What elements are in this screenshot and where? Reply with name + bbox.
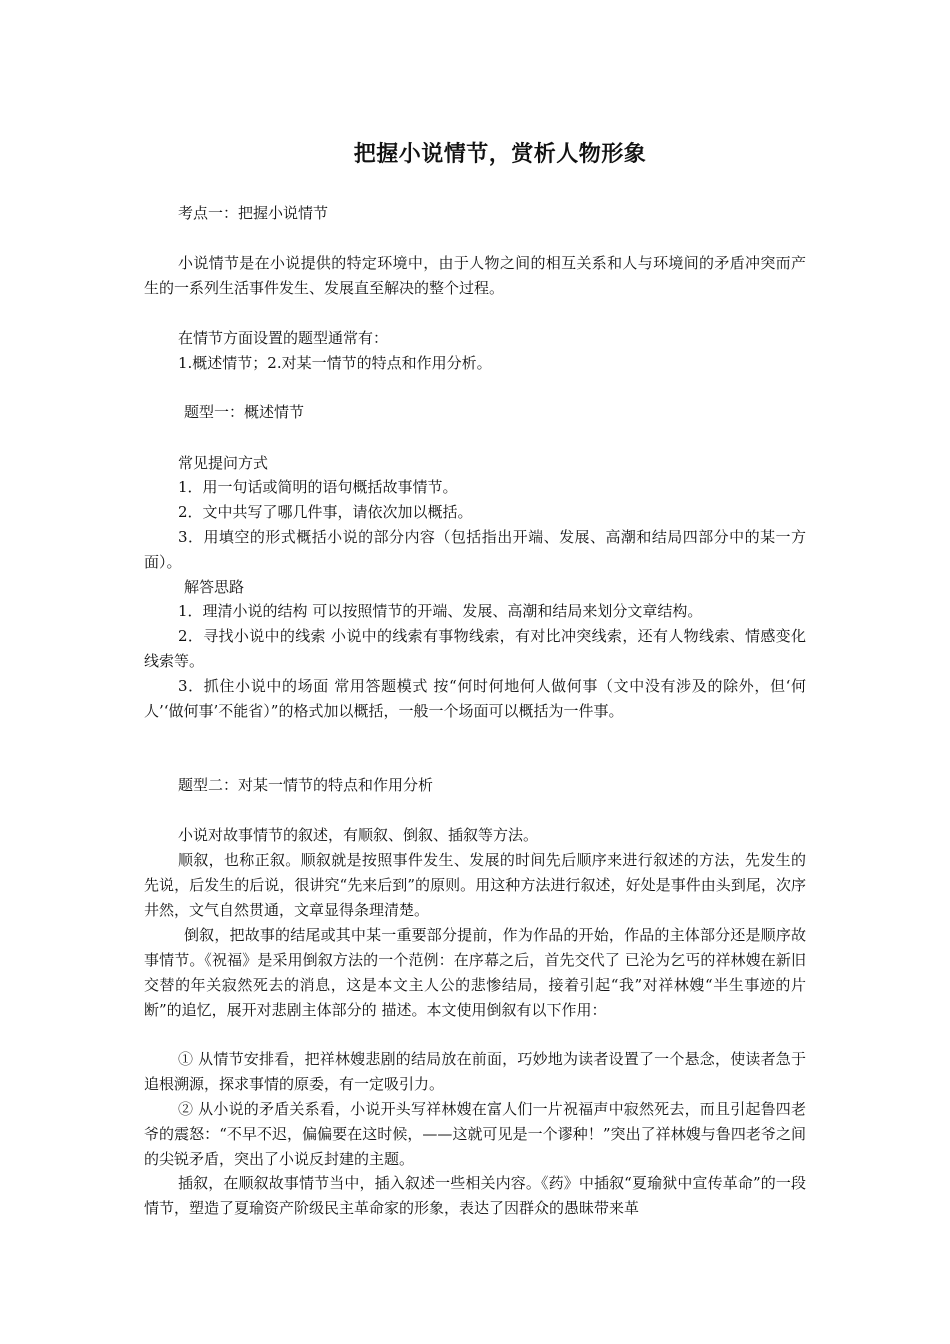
paragraph-chronological-narration: 顺叙，也称正叙。顺叙就是按照事件发生、发展的时间先后顺序来进行叙述的方法，先发生的先说，后发生的后说，很讲究“先来后到”的原则。用这种方法进行叙述，好处是事件由头到尾，次序井然，文气自然贯通，文章显得条理清楚。	[144, 851, 806, 919]
paragraph-question-types-list: 1.概述情节；2.对某一情节的特点和作用分析。	[178, 354, 492, 372]
paragraph-flashback-effect-1: ① 从情节安排看，把祥林嫂悲剧的结局放在前面，巧妙地为读者设置了一个悬念，使读者急于追根溯源，探求事情的原委，有一定吸引力。	[144, 1050, 806, 1093]
paragraph-flashback-narration: 倒叙，把故事的结尾或其中某一重要部分提前，作为作品的开始，作品的主体部分还是顺序故事情节。《祝福》是采用倒叙方法的一个范例：在序幕之后，首先交代了 已沦为乞丐的祥林嫂在新旧交替的年关寂然死去的消息，这是本文主人公的悲惨结局，接着引起“我”对祥林嫂“半生事迹的片断”的追忆，展开对悲剧主体部分的 描述。本文使用倒叙有以下作用：	[144, 926, 806, 1019]
subheading-type-2: 题型二：对某一情节的特点和作用分析	[178, 776, 434, 794]
paragraph-plot-definition: 小说情节是在小说提供的特定环境中，由于人物之间的相互关系和人与环境间的矛盾冲突而产生的一系列生活事件发生、发展直至解决的整个过程。	[144, 254, 806, 297]
subheading-type-1: 题型一：概述情节	[184, 403, 305, 421]
list-item-question-1: 1．用一句话或简明的语句概括故事情节。	[178, 478, 458, 496]
subheading-common-questions: 常见提问方式	[178, 454, 269, 472]
page-title: 把握小说情节，赏析人物形象	[353, 142, 647, 167]
list-item-approach-2: 2．寻找小说中的线索 小说中的线索有事物线索，有对比冲突线索，还有人物线索、情感变化线索等。	[144, 627, 806, 670]
list-item-question-3: 3．用填空的形式概括小说的部分内容（包括指出开端、发展、高潮和结局四部分中的某一方面）。	[144, 528, 806, 571]
paragraph-question-types-intro: 在情节方面设置的题型通常有：	[178, 329, 389, 347]
section-heading-exam-point-1: 考点一：把握小说情节	[178, 204, 329, 222]
paragraph-narration-methods: 小说对故事情节的叙述，有顺叙、倒叙、插叙等方法。	[178, 826, 539, 844]
list-item-approach-1: 1．理清小说的结构 可以按照情节的开端、发展、高潮和结局来划分文章结构。	[178, 602, 703, 620]
paragraph-flashback-effect-2: ② 从小说的矛盾关系看，小说开头写祥林嫂在富人们一片祝福声中寂然死去，而且引起鲁四老爷的震怒：“不早不迟，偏偏要在这时候，——这就可见是一个谬种！”突出了祥林嫂与鲁四老爷之间的尖锐矛盾，突出了小说反封建的主题。	[144, 1100, 806, 1168]
paragraph-inserted-narration: 插叙，在顺叙故事情节当中，插入叙述一些相关内容。《药》中插叙“夏瑜狱中宣传革命”的一段情节，塑造了夏瑜资产阶级民主革命家的形象，表达了因群众的愚昧带来革	[144, 1174, 806, 1217]
list-item-approach-3: 3．抓住小说中的场面 常用答题模式 按“何时何地何人做何事（文中没有涉及的除外，但‘何人’‘做何事’不能省）”的格式加以概括，一般一个场面可以概括为一件事。	[144, 677, 806, 720]
list-item-question-2: 2．文中共写了哪几件事，请依次加以概括。	[178, 503, 473, 521]
subheading-answer-approach: 解答思路	[184, 578, 245, 596]
